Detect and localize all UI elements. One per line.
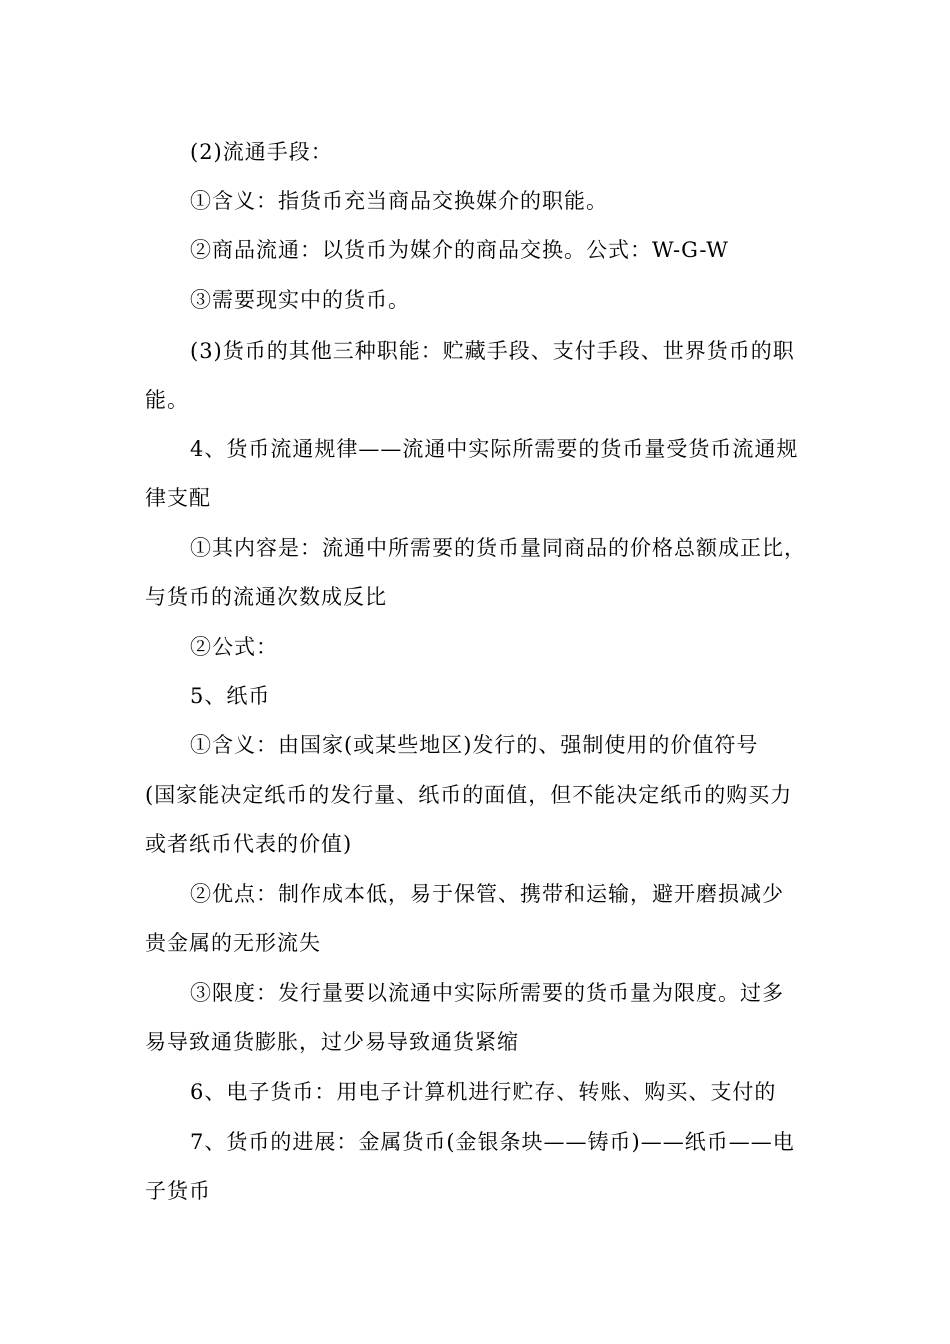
paragraph-line: 易导致通货膨胀，过少易导致通货紧缩: [145, 1030, 519, 1054]
paragraph-line: (3)货币的其他三种职能：贮藏手段、支付手段、世界货币的职: [190, 339, 795, 363]
paragraph-line: 6、电子货币：用电子计算机进行贮存、转账、购买、支付的: [190, 1080, 777, 1104]
paragraph-line: (国家能决定纸币的发行量、纸币的面值，但不能决定纸币的购买力: [145, 783, 793, 807]
paragraph-line: 与货币的流通次数成反比: [145, 585, 387, 609]
paragraph-line: 5、纸币: [190, 684, 271, 708]
paragraph-line: 7、货币的进展：金属货币(金银条块——铸币)——纸币——电: [190, 1130, 795, 1154]
paragraph-line: 子货币: [145, 1179, 211, 1203]
paragraph-line: 4、货币流通规律——流通中实际所需要的货币量受货币流通规: [190, 437, 799, 461]
paragraph-line: 贵金属的无形流失: [145, 931, 321, 955]
paragraph-line: ①含义：指货币充当商品交换媒介的职能。: [190, 189, 608, 213]
paragraph-line: ②商品流通：以货币为媒介的商品交换。公式：W-G-W: [190, 238, 729, 262]
paragraph-line: ②公式：: [190, 635, 278, 659]
paragraph-line: 或者纸币代表的价值): [145, 832, 353, 856]
paragraph-line: 律支配: [145, 486, 211, 510]
paragraph-line: ①含义：由国家(或某些地区)发行的、强制使用的价值符号: [190, 733, 759, 757]
paragraph-line: (2)流通手段：: [190, 140, 333, 164]
paragraph-line: ③需要现实中的货币。: [190, 288, 410, 312]
paragraph-line: ③限度：发行量要以流通中实际所需要的货币量为限度。过多: [190, 981, 784, 1005]
paragraph-line: ①其内容是：流通中所需要的货币量同商品的价格总额成正比，: [190, 536, 806, 560]
paragraph-line: ②优点：制作成本低，易于保管、携带和运输，避开磨损减少: [190, 882, 784, 906]
paragraph-line: 能。: [145, 388, 189, 412]
